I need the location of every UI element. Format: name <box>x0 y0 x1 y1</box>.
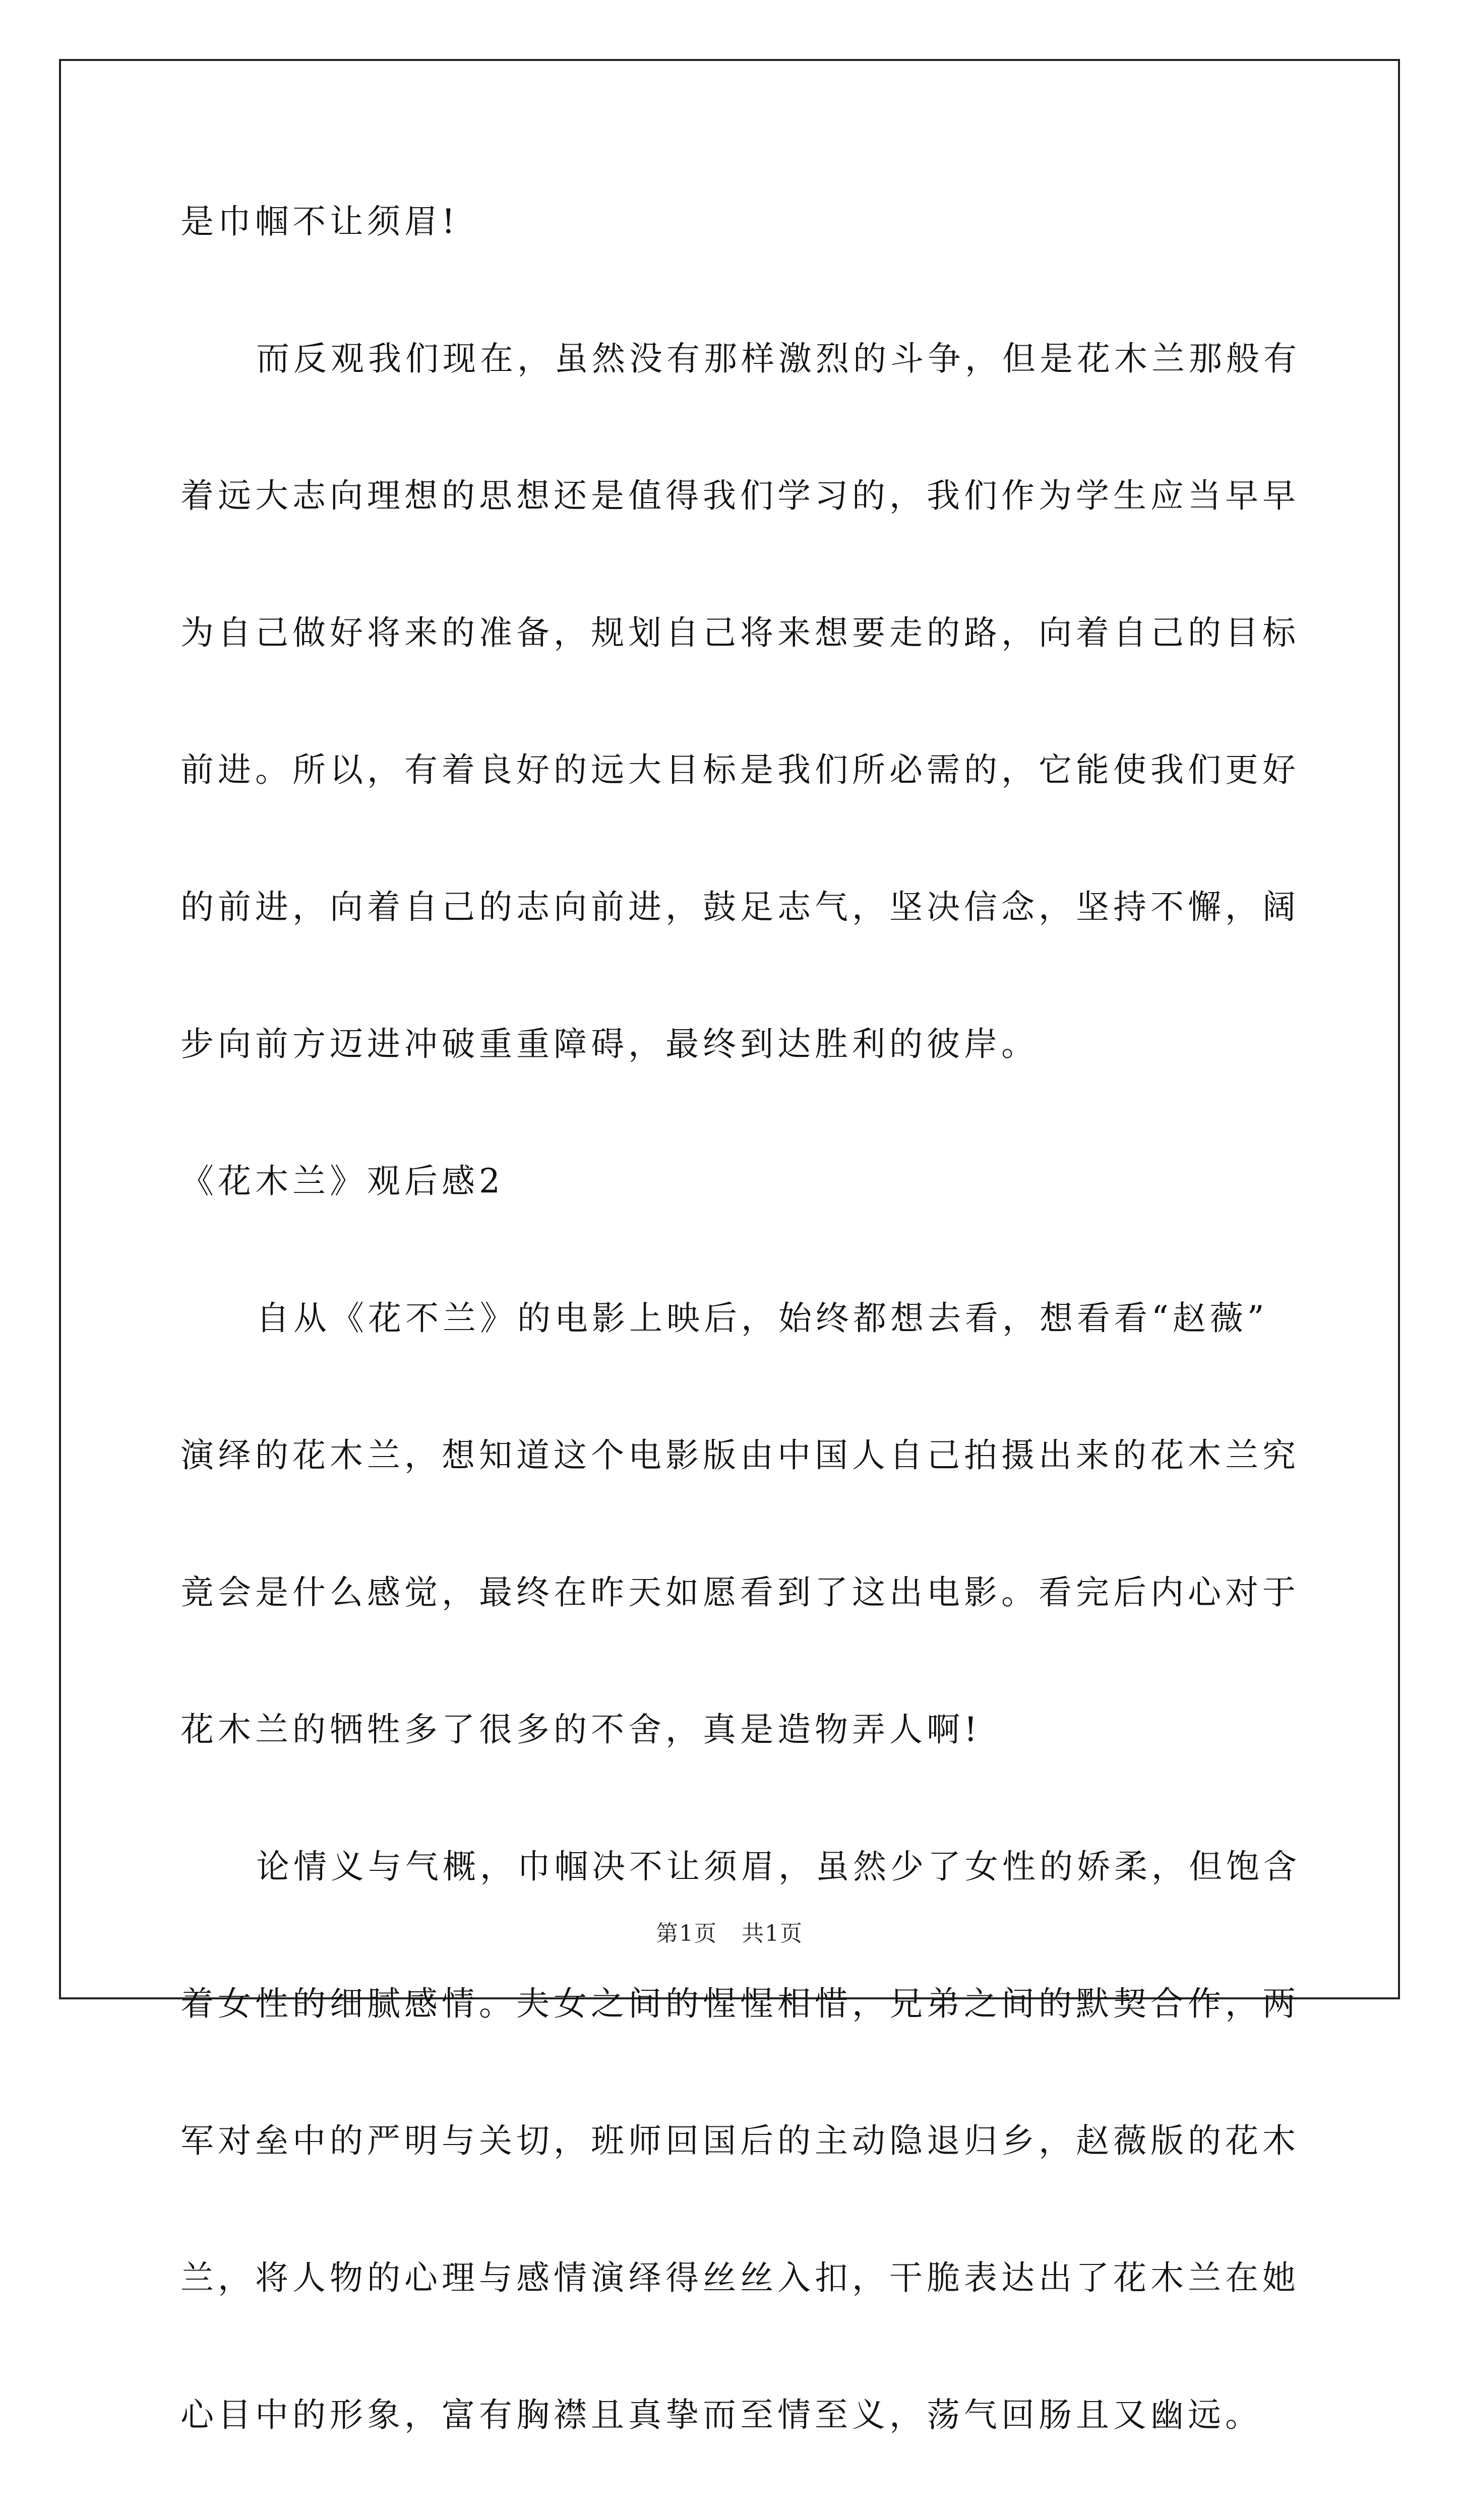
text-line: 而反观我们现在，虽然没有那样激烈的斗争，但是花木兰那般有 <box>256 339 1301 378</box>
text-line: 着远大志向理想的思想还是值得我们学习的，我们作为学生应当早早 <box>180 476 1300 515</box>
page-footer <box>0 1915 1459 1947</box>
text-line: 论情义与气概，巾帼决不让须眉，虽然少了女性的娇柔，但饱含 <box>256 1847 1301 1886</box>
text-line: 花木兰的牺牲多了很多的不舍，真是造物弄人啊! <box>180 1710 982 1749</box>
section-heading: 《花木兰》观后感2 <box>180 1162 504 1201</box>
text-line: 前进。所以，有着良好的远大目标是我们所必需的，它能使我们更好 <box>180 750 1300 789</box>
text-line: 心目中的形象，富有胸襟且真挚而至情至义，荡气回肠且又幽远。 <box>180 2396 1262 2434</box>
text-line: 是巾帼不让须眉! <box>180 202 459 241</box>
text-line: 的前进，向着自己的志向前进，鼓足志气，坚决信念，坚持不懈，阔 <box>180 888 1300 926</box>
text-line: 演绎的花木兰，想知道这个电影版由中国人自己拍摄出来的花木兰究 <box>180 1436 1300 1475</box>
text-line: 军对垒中的严明与关切，班师回国后的主动隐退归乡，赵薇版的花木 <box>180 2121 1300 2160</box>
text-line: 步向前方迈进冲破重重障碍，最终到达胜利的彼岸。 <box>180 1025 1039 1063</box>
page-total: 共1页 <box>742 1921 803 1946</box>
page-number: 第1页 <box>656 1921 717 1946</box>
document-body <box>180 192 1301 2520</box>
text-line: 兰，将人物的心理与感情演绎得丝丝入扣，干脆表达出了花木兰在她 <box>180 2258 1300 2297</box>
text-line: 为自己做好将来的准备，规划自己将来想要走的路，向着自己的目标 <box>180 613 1300 652</box>
text-line: 自从《花不兰》的电影上映后，始终都想去看，想看看“赵薇” <box>256 1299 1268 1338</box>
text-line: 着女性的细腻感情。夫女之间的惺惺相惜，兄弟之间的默契合作，两 <box>180 1984 1300 2023</box>
text-line: 竟会是什么感觉，最终在昨天如愿看到了这出电影。看完后内心对于 <box>180 1573 1300 1612</box>
